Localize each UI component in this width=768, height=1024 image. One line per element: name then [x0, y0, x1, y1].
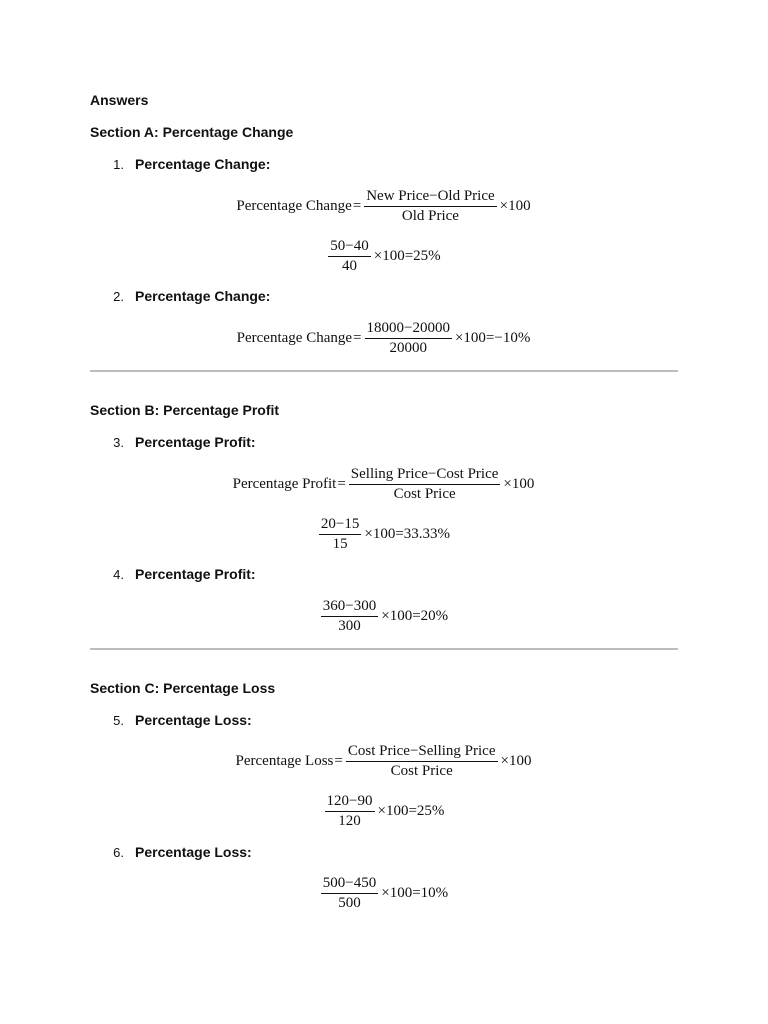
fraction-numerator: 50−40: [328, 238, 370, 257]
section-title-b: Section B: Percentage Profit: [90, 402, 280, 418]
fraction: [325, 793, 375, 830]
fraction-numerator: New Price−Old Price: [364, 188, 496, 207]
formula-tail: ×100=−10%: [454, 330, 531, 346]
question-number: 5.: [113, 713, 124, 728]
question-number: 4.: [113, 567, 124, 582]
calculation-line: [0, 875, 768, 912]
equals-sign: =: [353, 330, 362, 346]
question-label: Percentage Loss:: [135, 844, 252, 860]
calculation-line: [0, 598, 768, 635]
section-title-c: Section C: Percentage Loss: [90, 680, 276, 696]
fraction: [319, 516, 361, 553]
formula-lhs: Percentage Change: [236, 330, 353, 346]
fraction-denominator: 40: [342, 258, 358, 274]
formula-lhs: Percentage Change: [236, 198, 352, 214]
formula-tail: ×100: [499, 198, 531, 214]
section-divider: [90, 648, 678, 650]
fraction: [365, 320, 452, 357]
fraction-numerator: 120−90: [325, 793, 375, 812]
question-number: 2.: [113, 289, 124, 304]
formula-tail: ×100=10%: [381, 885, 449, 901]
question-number: 3.: [113, 435, 124, 450]
question-label: Percentage Profit:: [135, 434, 256, 450]
formula-line: [0, 466, 768, 503]
fraction-denominator: 300: [338, 618, 361, 634]
formula-tail: ×100=25%: [373, 248, 441, 264]
fraction-denominator: Cost Price: [390, 763, 453, 779]
fraction-denominator: 120: [338, 813, 361, 829]
formula-tail: ×100=25%: [377, 803, 445, 819]
formula-lhs: Percentage Loss: [235, 753, 334, 769]
formula-lhs: Percentage Profit: [232, 476, 337, 492]
question-number: 6.: [113, 845, 124, 860]
fraction: [349, 466, 501, 503]
fraction-denominator: 500: [338, 895, 361, 911]
formula-tail: ×100: [500, 753, 532, 769]
fraction: [328, 238, 370, 275]
fraction: [346, 743, 498, 780]
formula-tail: ×100=20%: [381, 608, 449, 624]
fraction: [321, 875, 378, 912]
fraction: [364, 188, 496, 225]
question-number: 1.: [113, 157, 124, 172]
question-label: Percentage Change:: [135, 156, 271, 172]
question-label: Percentage Profit:: [135, 566, 256, 582]
calculation-line: [0, 793, 768, 830]
formula-line: [0, 188, 768, 225]
section-title-a: Section A: Percentage Change: [90, 124, 294, 140]
formula-tail: ×100=33.33%: [364, 526, 451, 542]
fraction-numerator: Selling Price−Cost Price: [349, 466, 501, 485]
fraction-numerator: Cost Price−Selling Price: [346, 743, 498, 762]
formula-line: [0, 320, 768, 357]
section-divider: [90, 370, 678, 372]
formula-tail: ×100: [503, 476, 535, 492]
formula-line: [0, 743, 768, 780]
question-label: Percentage Loss:: [135, 712, 252, 728]
fraction-numerator: 20−15: [319, 516, 361, 535]
fraction-numerator: 18000−20000: [365, 320, 452, 339]
fraction-denominator: 15: [332, 536, 348, 552]
calculation-line: [0, 516, 768, 553]
calculation-line: [0, 238, 768, 275]
equals-sign: =: [352, 198, 362, 214]
fraction-denominator: 20000: [389, 340, 427, 356]
fraction-denominator: Old Price: [401, 208, 459, 224]
equals-sign: =: [337, 476, 346, 492]
page-title: Answers: [90, 92, 149, 108]
fraction-denominator: Cost Price: [393, 486, 456, 502]
equals-sign: =: [334, 753, 343, 769]
fraction-numerator: 500−450: [321, 875, 378, 894]
fraction-numerator: 360−300: [321, 598, 378, 617]
question-label: Percentage Change:: [135, 288, 271, 304]
fraction: [321, 598, 378, 635]
